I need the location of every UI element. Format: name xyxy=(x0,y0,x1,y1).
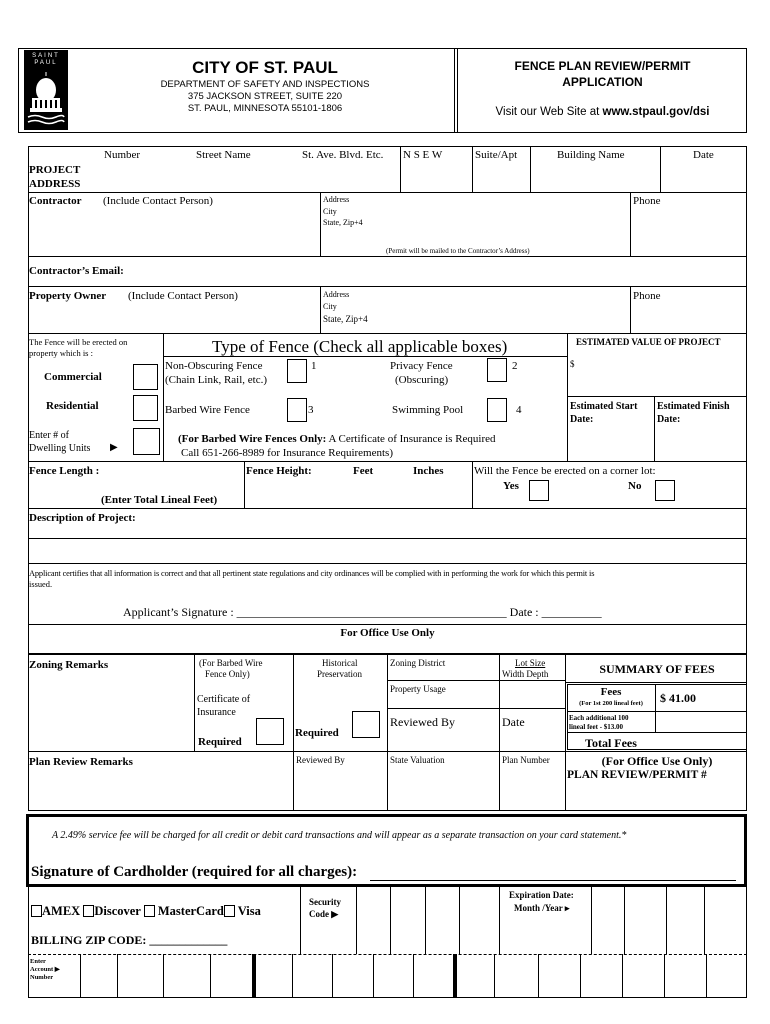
col-nsew: N S E W xyxy=(403,149,443,161)
mastercard-label: MasterCard xyxy=(157,904,224,918)
est-start-label-1: Estimated Start xyxy=(570,401,638,412)
fence-length-label: Fence Length : xyxy=(29,465,100,477)
zoning-district-label: Zoning District xyxy=(390,658,446,668)
erected-label-1: The Fence will be erected on xyxy=(29,337,128,347)
option-num-3: 3 xyxy=(308,404,314,416)
description-input[interactable] xyxy=(160,510,744,562)
dwelling-units-label-2: Dwelling Units xyxy=(29,443,91,454)
lot-size-label: Lot Size xyxy=(515,658,546,668)
description-label: Description of Project: xyxy=(29,512,136,524)
barbed-label: Barbed Wire Fence xyxy=(165,404,250,416)
discover-label: Discover xyxy=(94,904,141,918)
divider xyxy=(163,333,164,461)
billing-zip-label[interactable]: BILLING ZIP CODE: _____________ xyxy=(31,933,228,947)
non-obscuring-label-2: (Chain Link, Rail, etc.) xyxy=(165,374,268,386)
corner-yes-label: Yes xyxy=(503,480,519,492)
account-number-label-1: Enter xyxy=(30,958,46,965)
required-label-1: Required xyxy=(198,736,242,748)
col-building: Building Name xyxy=(557,149,625,161)
fence-type-title: Type of Fence (Check all applicable boxes) xyxy=(212,337,508,356)
barbed-note-bold: (For Barbed Wire Fences Only: xyxy=(178,433,327,445)
feet-label: Feet xyxy=(353,465,374,477)
discover-checkbox[interactable] xyxy=(83,905,94,917)
amex-checkbox[interactable] xyxy=(31,905,42,917)
contractor-mailed-note: (Permit will be mailed to the Contractor’s Address) xyxy=(386,247,530,255)
project-address-input[interactable] xyxy=(100,163,740,191)
required-label-2: Required xyxy=(295,727,339,739)
non-obscuring-checkbox[interactable] xyxy=(287,359,307,383)
inches-label: Inches xyxy=(413,465,444,477)
account-cell-divider xyxy=(373,954,374,998)
est-start-input[interactable] xyxy=(570,428,650,458)
barbed-office-2: Fence Only) xyxy=(205,669,250,679)
non-obscuring-label-1: Non-Obscuring Fence xyxy=(165,360,263,372)
option-num-1: 1 xyxy=(311,360,317,372)
visa-label: Visa xyxy=(237,904,261,918)
corner-lot-label: Will the Fence be erected on a corner lot: xyxy=(474,465,656,477)
pool-label: Swimming Pool xyxy=(392,404,464,416)
divider xyxy=(387,680,565,681)
account-cell-divider xyxy=(622,954,623,998)
divider xyxy=(567,732,747,733)
divider xyxy=(499,886,500,954)
divider xyxy=(28,624,747,625)
city-title: CITY OF ST. PAUL xyxy=(192,58,338,77)
dept-name: DEPARTMENT OF SAFETY AND INSPECTIONS xyxy=(160,79,370,90)
dwelling-units-input[interactable] xyxy=(133,428,160,455)
fee-amount: $ 41.00 xyxy=(660,691,696,705)
divider xyxy=(28,461,747,462)
width-depth-label: Width Depth xyxy=(502,669,549,679)
divider xyxy=(163,356,567,357)
office-only-label: (For Office Use Only) xyxy=(601,754,713,768)
divider xyxy=(320,286,321,333)
summary-fees-title: SUMMARY OF FEES xyxy=(599,662,715,676)
certify-text-2: issued. xyxy=(29,580,53,589)
fence-height-input[interactable] xyxy=(250,480,465,506)
owner-phone-label: Phone xyxy=(633,290,661,302)
pool-checkbox[interactable] xyxy=(487,398,507,422)
divider xyxy=(565,682,747,683)
divider xyxy=(293,654,294,811)
divider xyxy=(28,256,747,257)
header-divider-2 xyxy=(457,48,458,133)
divider xyxy=(28,751,747,752)
account-number-cells[interactable] xyxy=(0,954,770,998)
date-label: Date xyxy=(502,715,525,729)
owner-input[interactable] xyxy=(30,304,318,332)
reviewed-by-label: Reviewed By xyxy=(390,715,455,729)
account-cell-divider xyxy=(163,954,164,998)
divider xyxy=(654,396,655,461)
expiration-input[interactable] xyxy=(593,888,745,952)
account-number-label-2: Account ▶ xyxy=(30,966,60,973)
signature-line[interactable] xyxy=(370,880,736,881)
contractor-phone-label: Phone xyxy=(633,195,661,207)
contractor-email-label: Contractor’s Email: xyxy=(29,265,124,277)
office-use-title: For Office Use Only xyxy=(340,627,435,639)
col-street: Street Name xyxy=(196,149,251,161)
divider xyxy=(567,711,747,712)
account-number-label-3: Number xyxy=(30,974,54,981)
divider xyxy=(28,286,747,287)
commercial-label: Commercial xyxy=(44,371,102,383)
account-cell-divider xyxy=(332,954,333,998)
mastercard-checkbox[interactable] xyxy=(144,905,155,917)
est-value-dollar: $ xyxy=(570,359,575,369)
contractor-city-label: City xyxy=(323,207,337,216)
residential-checkbox[interactable] xyxy=(133,395,158,421)
state-valuation-label: State Valuation xyxy=(390,755,445,765)
est-value-label: ESTIMATED VALUE OF PROJECT xyxy=(576,337,721,347)
expiration-label-2: Month /Year ▸ xyxy=(514,903,570,913)
fence-length-input[interactable] xyxy=(120,464,240,490)
website-label: Visit our Web Site at xyxy=(495,106,603,118)
contractor-phone-input[interactable] xyxy=(632,210,744,254)
plan-review-remarks-label: Plan Review Remarks xyxy=(29,756,133,768)
project-label-1: PROJECT xyxy=(29,164,81,176)
city-logo xyxy=(24,50,68,130)
reviewed-by-label-2: Reviewed By xyxy=(296,755,345,765)
barbed-insurance-call: Call 651-266-8989 for Insurance Requirements) xyxy=(181,447,393,459)
card-types xyxy=(31,904,261,919)
col-date: Date xyxy=(693,149,714,161)
security-code-label-1: Security xyxy=(309,897,341,907)
account-cell-divider xyxy=(538,954,539,998)
visa-checkbox[interactable] xyxy=(224,905,235,917)
contractor-state-label: State, Zip+4 xyxy=(323,218,363,227)
erected-label-2: property which is : xyxy=(29,348,93,358)
divider xyxy=(499,654,500,811)
account-cell-divider xyxy=(580,954,581,998)
owner-note: (Include Contact Person) xyxy=(128,290,238,302)
plan-number-label: Plan Number xyxy=(502,755,550,765)
cardholder-signature-label: Signature of Cardholder (required for all charges): xyxy=(31,864,358,880)
privacy-label-2: (Obscuring) xyxy=(395,374,449,386)
col-suite: Suite/Apt xyxy=(475,149,518,161)
divider xyxy=(630,192,631,256)
account-cell-divider xyxy=(80,954,81,998)
est-finish-label-1: Estimated Finish xyxy=(657,401,730,412)
divider xyxy=(320,192,321,256)
divider xyxy=(28,333,747,334)
form-title-1: FENCE PLAN REVIEW/PERMIT xyxy=(514,59,691,73)
divider xyxy=(28,192,747,193)
dept-address-1: 375 JACKSON STREET, SUITE 220 xyxy=(187,91,343,102)
barbed-office-1: (For Barbed Wire xyxy=(199,658,263,668)
contractor-note: (Include Contact Person) xyxy=(103,195,213,207)
each-additional-2: lineal feet - $13.00 xyxy=(569,723,624,731)
historical-label-2: Preservation xyxy=(317,669,362,679)
insurance-required-checkbox[interactable] xyxy=(256,718,284,745)
each-additional-1: Each additional 100 xyxy=(569,714,629,722)
divider xyxy=(244,461,245,508)
service-fee-notice: A 2.49% service fee will be charged for all credit or debit card transactions and will appear as a separate transaction on your card statement.* xyxy=(52,830,627,841)
option-num-2: 2 xyxy=(512,360,518,372)
account-cell-divider xyxy=(117,954,118,998)
divider xyxy=(387,708,565,709)
owner-state-label: State, Zip+4 xyxy=(323,314,368,324)
account-cell-divider xyxy=(210,954,211,998)
divider xyxy=(591,886,592,954)
divider xyxy=(655,684,656,732)
account-cell-divider xyxy=(453,954,457,998)
option-num-4: 4 xyxy=(516,404,522,416)
divider xyxy=(387,654,388,811)
est-finish-input[interactable] xyxy=(657,428,743,458)
historical-label-1: Historical xyxy=(322,658,358,668)
property-usage-label: Property Usage xyxy=(390,684,446,694)
certificate-label-2: Insurance xyxy=(197,707,236,718)
contractor-input[interactable] xyxy=(30,210,318,254)
divider xyxy=(472,461,473,508)
permit-number-label: PLAN REVIEW/PERMIT # xyxy=(567,769,707,781)
contractor-address-label: Address xyxy=(323,195,350,204)
owner-label: Property Owner xyxy=(29,290,107,302)
certify-text-1: Applicant certifies that all information is correct and that all pertinent state regulations and city ordinances will be complied with in performing the work for which this permit is xyxy=(29,569,595,578)
lineal-feet-label: (Enter Total Lineal Feet) xyxy=(101,494,218,506)
fence-height-label: Fence Height: xyxy=(246,465,312,477)
owner-address-label: Address xyxy=(323,290,350,299)
corner-no-label: No xyxy=(628,480,642,492)
privacy-label-1: Privacy Fence xyxy=(390,360,453,372)
historical-required-checkbox[interactable] xyxy=(352,711,380,738)
contractor-email-input[interactable] xyxy=(140,259,740,284)
owner-address-input[interactable] xyxy=(380,289,628,331)
arrow-right-icon: ▶ xyxy=(110,442,118,453)
barbed-note-text: A Certificate of Insurance is Required xyxy=(326,433,496,445)
barbed-insurance-note xyxy=(178,433,496,445)
divider xyxy=(28,563,747,564)
account-cell-divider xyxy=(706,954,707,998)
owner-city-label: City xyxy=(323,302,337,311)
project-label-2: ADDRESS xyxy=(29,178,81,190)
commercial-checkbox[interactable] xyxy=(133,364,158,390)
owner-phone-input[interactable] xyxy=(632,305,744,332)
dept-address-2: ST. PAUL, MINNESOTA 55101-1806 xyxy=(187,103,343,114)
fees-note: (For 1st 200 lineal feet) xyxy=(579,700,643,707)
logo-text: SAINT PAUL xyxy=(32,53,60,66)
dwelling-units-label-1: Enter # of xyxy=(29,430,69,441)
security-code-input[interactable] xyxy=(358,888,498,952)
security-code-label-2: Code ▶ xyxy=(309,909,339,919)
header-divider xyxy=(454,48,455,133)
corner-yes-checkbox[interactable] xyxy=(529,480,549,501)
contractor-address-input[interactable] xyxy=(380,194,628,242)
divider xyxy=(565,654,566,811)
est-start-label-2: Date: xyxy=(570,414,594,425)
barbed-checkbox[interactable] xyxy=(287,398,307,422)
col-st-ave: St. Ave. Blvd. Etc. xyxy=(302,149,384,161)
est-value-input[interactable] xyxy=(580,352,742,392)
website-url[interactable]: www.stpaul.gov/dsi xyxy=(602,106,710,118)
capitol-icon xyxy=(24,50,68,130)
fees-label: Fees xyxy=(600,686,622,698)
account-cell-divider xyxy=(413,954,414,998)
account-cell-divider xyxy=(664,954,665,998)
account-cell-divider xyxy=(292,954,293,998)
corner-no-checkbox[interactable] xyxy=(655,480,675,501)
account-cell-divider xyxy=(252,954,256,998)
divider xyxy=(630,286,631,333)
divider xyxy=(194,654,195,751)
amex-label: AMEX xyxy=(42,904,81,918)
divider xyxy=(356,886,357,954)
divider xyxy=(28,508,747,509)
form-title-2: APPLICATION xyxy=(562,75,643,89)
divider xyxy=(300,886,301,954)
privacy-checkbox[interactable] xyxy=(487,358,507,382)
applicant-signature-line[interactable]: Applicant’s Signature : _____________________________________________ Date : __________ xyxy=(123,605,602,619)
est-finish-label-2: Date: xyxy=(657,414,681,425)
residential-label: Residential xyxy=(46,400,99,412)
website-line xyxy=(460,106,745,118)
contractor-label: Contractor xyxy=(29,195,82,207)
zoning-remarks-label: Zoning Remarks xyxy=(29,659,109,671)
account-cell-divider xyxy=(494,954,495,998)
certificate-label-1: Certificate of xyxy=(197,694,251,705)
col-number: Number xyxy=(104,149,141,161)
total-fees-label: Total Fees xyxy=(585,736,637,750)
divider xyxy=(567,396,747,397)
divider xyxy=(567,333,568,461)
expiration-label-1: Expiration Date: xyxy=(509,890,574,900)
